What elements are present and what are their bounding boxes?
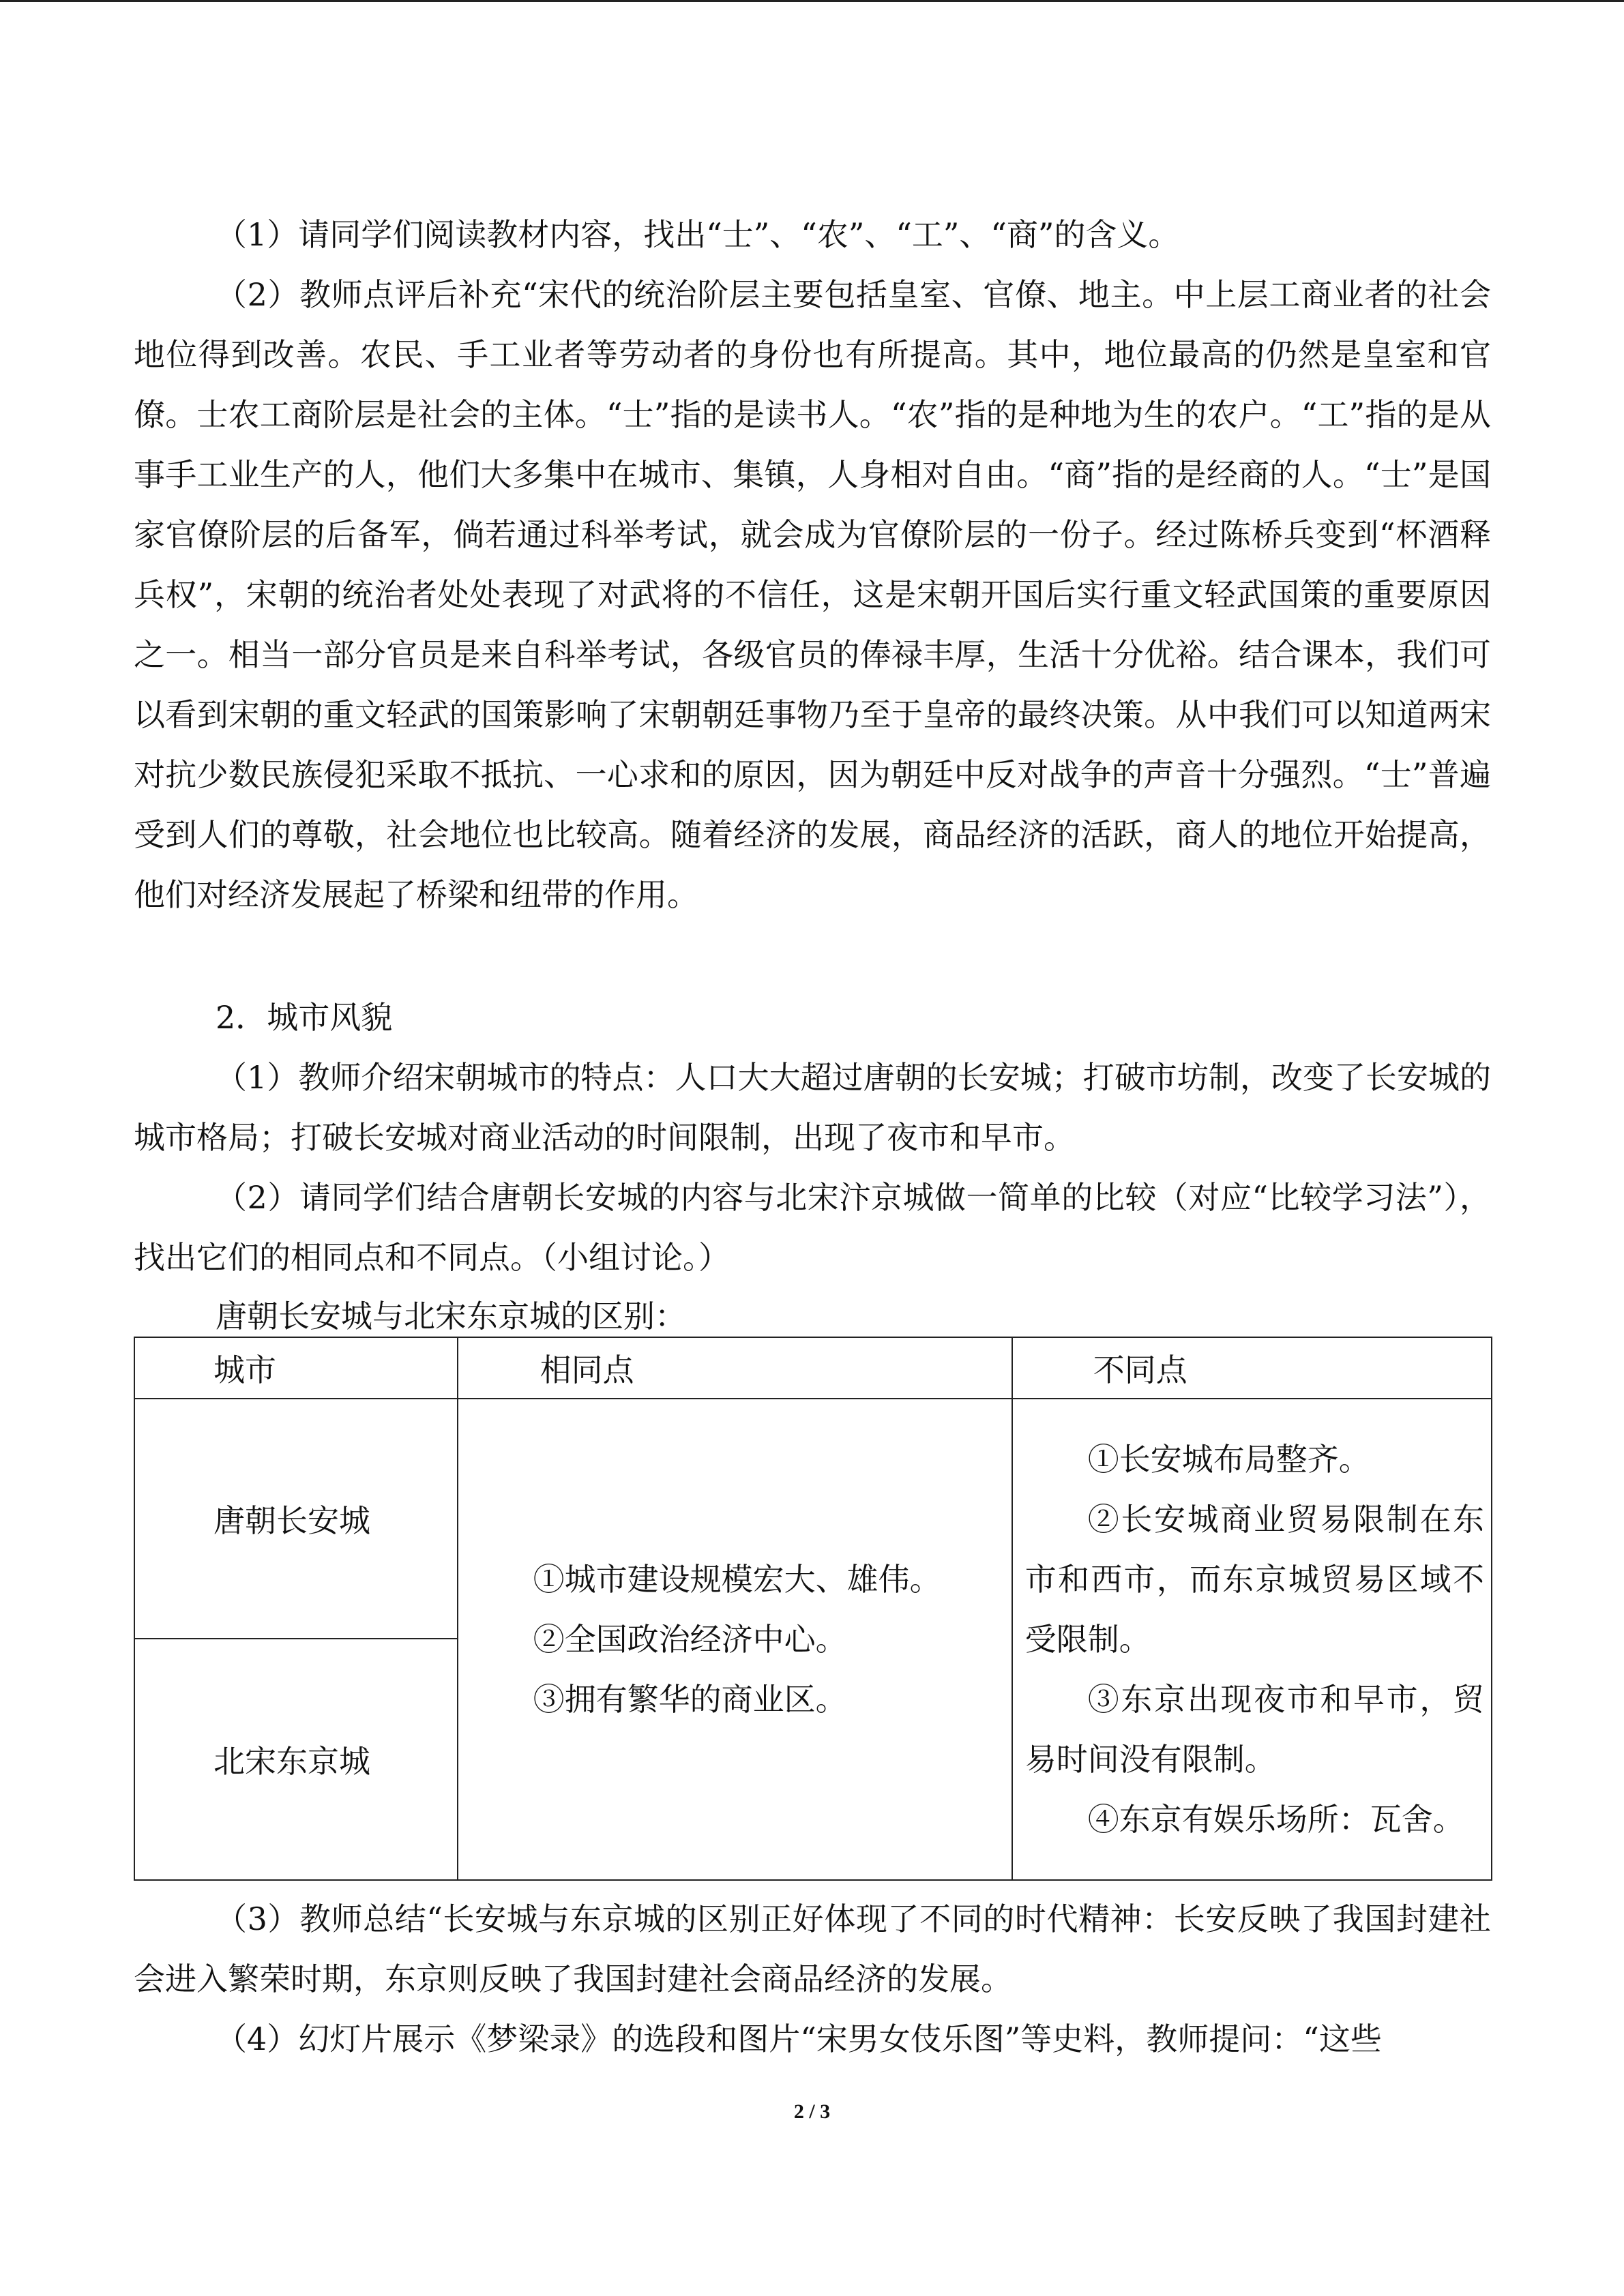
city-changan: 唐朝长安城 [134,1399,458,1639]
diff-point: ③东京出现夜市和早市，贸易时间没有限制。 [1024,1681,1484,1778]
diff-point: ②长安城商业贸易限制在东市和西市，而东京城贸易区域不受限制。 [1024,1501,1484,1658]
same-point: ①城市建设规模宏大、雄伟。 [533,1561,941,1598]
paragraph-city-features: （1）教师介绍宋朝城市的特点：人口大大超过唐朝的长安城；打破市坊制，改变了长安城的城市格局；打破长安城对商业活动的时间限制，出现了夜市和早市。 [134,1059,1491,1156]
page-number: 2 / 3 [793,2100,831,2123]
paragraph-1: （1）请同学们阅读教材内容，找出“士”、“农”、“工”、“商”的含义。 [216,216,1180,253]
same-point: ②全国政治经济中心。 [533,1621,847,1658]
header-same: 相同点 [458,1337,1012,1399]
diff-point: ④东京有娱乐场所：瓦舍。 [1087,1801,1464,1838]
city-dongjing: 北宋东京城 [134,1639,458,1880]
paragraph-2: （2）教师点评后补充“宋代的统治阶层主要包括皇室、官僚、地主。中上层工商业者的社会地位得到改善。农民、手工业者等劳动者的身份也有所提高。其中，地位最高的仍然是皇室和官僚。士农工商阶层是社会的主体。“士”指的是读书人。“农”指的是种地为生的农户。“工”指的是从事手工业生产的人，他们大多集中在城市、集镇，人身相对自由。“商”指的是经商的人。“士”是国家官僚阶层的后备军，倘若通过科举考试，就会成为官僚阶层的一份子。经过陈桥兵变到“杯酒释兵权”，宋朝的统治者处处表现了对武将的不信任，这是宋朝开国后实行重文轻武国策的重要原因之一。相当一部分官员是来自科举考试，各级官员的俸禄丰厚，生活十分优裕。结合课本，我们可以看到宋朝的重文轻武的国策影响了宋朝朝廷事物乃至于皇帝的最终决策。从中我们可以知道两宋对抗少数民族侵犯采取不抵抗、一心求和的原因，因为朝廷中反对战争的声音十分强烈。“士”普遍受到人们的尊敬，社会地位也比较高。随着经济的发展，商品经济的活跃，商人的地位开始提高，他们对经济发展起了桥梁和纽带的作用。 [134,276,1491,913]
section-heading-city: 2．城市风貌 [216,999,393,1036]
paragraph-summary: （3）教师总结“长安城与东京城的区别正好体现了不同的时代精神：长安反映了我国封建社会进入繁荣时期，东京则反映了我国封建社会商品经济的发展。 [134,1900,1491,1997]
header-diff: 不同点 [1012,1337,1492,1399]
table-caption: 唐朝长安城与北宋东京城的区别： [216,1298,686,1335]
table-row [134,1399,1492,1639]
header-city: 城市 [134,1337,458,1399]
same-point: ③拥有繁华的商业区。 [533,1681,847,1718]
diff-points-cell [1012,1399,1492,1880]
same-points-cell [458,1399,1012,1880]
diff-point: ①长安城布局整齐。 [1087,1441,1370,1478]
comparison-table [134,1337,1492,1881]
table-header-row [134,1337,1492,1399]
paragraph-compare-task: （2）请同学们结合唐朝长安城的内容与北宋汴京城做一简单的比较（对应“比较学习法”），找出它们的相同点和不同点。（小组讨论。） [134,1179,1491,1276]
paragraph-slides: （4）幻灯片展示《梦梁录》的选段和图片“宋男女伎乐图”等史料，教师提问：“这些 [216,2021,1382,2057]
page-top-border [0,0,1624,2]
